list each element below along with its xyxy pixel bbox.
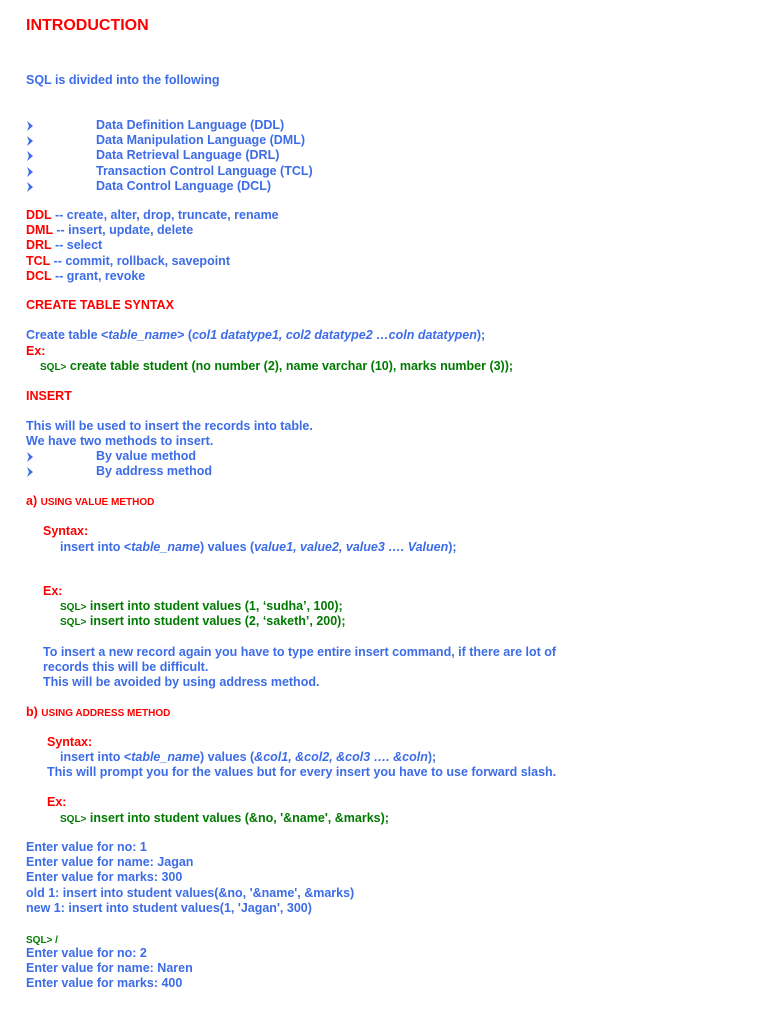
list-item [26, 238, 626, 253]
list-item [26, 148, 626, 163]
page-title: INTRODUCTION [26, 17, 149, 34]
value-example-1: SQL> insert into student values (1, ‘sudha’, 100); [60, 599, 343, 613]
command-key: TCL [26, 253, 51, 268]
value-note-1: To insert a new record again you have to type entire insert command, if there are lot of [43, 645, 557, 659]
address-syntax: insert into <table_name) values (&col1, &col2, &col3 …. &coln); [60, 750, 437, 764]
list-item-label: By address method [96, 464, 213, 479]
value-example-2: SQL> insert into student values (2, ‘saketh’, 200); [60, 614, 346, 628]
arrow-bullet-icon [26, 467, 34, 477]
subheading-value-method: a) USING VALUE METHOD [26, 494, 155, 508]
arrow-bullet-icon [26, 121, 34, 131]
sql-prompt-slash: SQL> / [26, 935, 58, 946]
example-label: Ex: [43, 584, 63, 598]
arrow-bullet-icon [26, 151, 34, 161]
arrow-bullet-icon [26, 136, 34, 146]
console-output-2 [26, 946, 726, 992]
arrow-bullet-icon [26, 452, 34, 462]
list-item-label: Data Retrieval Language (DRL) [96, 148, 280, 163]
sql-prompt: SQL> [60, 602, 87, 613]
list-item-label: Data Definition Language (DDL) [96, 118, 285, 132]
example-label: Ex: [26, 344, 46, 358]
list-item [26, 449, 426, 464]
arrow-bullet-icon [26, 182, 34, 192]
arrow-bullet-icon [26, 167, 34, 177]
list-item [26, 179, 626, 194]
create-syntax: Create table <table_name> (col1 datatype1, col2 datatype2 …coln datatypen); [26, 328, 486, 342]
command-desc: -- select [51, 238, 103, 253]
list-item-label: Transaction Control Language (TCL) [96, 163, 313, 178]
section-heading-create: CREATE TABLE SYNTAX [26, 298, 174, 312]
command-key: DRL [26, 238, 52, 253]
command-key: DDL [26, 208, 52, 222]
example-label: Ex: [47, 795, 67, 809]
list-item-label: By value method [96, 449, 197, 463]
list-item-label: Data Manipulation Language (DML) [96, 133, 306, 148]
console-output-1 [26, 840, 726, 916]
address-example: SQL> insert into student values (&no, '&name', &marks); [60, 811, 389, 825]
method-list [26, 449, 426, 479]
sql-prompt: SQL> [60, 814, 87, 825]
value-syntax: insert into <table_name) values (value1, value2, value3 …. Valuen); [60, 540, 457, 554]
section-heading-insert: INSERT [26, 389, 72, 403]
list-item [26, 223, 626, 238]
address-note: This will prompt you for the values but for every insert you have to use forward slash. [47, 765, 557, 779]
list-item-label: Data Control Language (DCL) [96, 178, 271, 193]
value-note-2: records this will be difficult. [43, 660, 209, 674]
list-item [26, 254, 626, 269]
console-line: new 1: insert into student values(1, 'Jagan', 300) [26, 900, 312, 915]
command-desc: -- commit, rollback, savepoint [50, 253, 230, 268]
intro-text: SQL is divided into the following [26, 73, 220, 87]
command-list [26, 208, 626, 284]
subheading-address-method: b) USING ADDRESS METHOD [26, 705, 171, 719]
list-item [26, 464, 426, 479]
console-line: Enter value for no: 1 [26, 840, 147, 854]
command-desc: -- create, alter, drop, truncate, rename [51, 208, 279, 222]
value-note-3: This will be avoided by using address method. [43, 675, 320, 689]
console-line: Enter value for marks: 300 [26, 870, 183, 885]
list-item [26, 208, 626, 223]
syntax-label: Syntax: [47, 735, 93, 749]
console-line: Enter value for name: Jagan [26, 855, 194, 870]
console-line: Enter value for name: Naren [26, 961, 193, 976]
create-example: SQL> create table student (no number (2), name varchar (10), marks number (3)); [40, 359, 514, 373]
insert-desc-2: We have two methods to insert. [26, 434, 214, 448]
sql-prompt: SQL> [40, 362, 67, 373]
insert-desc-1: This will be used to insert the records into table. [26, 419, 313, 433]
command-key: DCL [26, 268, 52, 283]
list-item [26, 118, 626, 133]
console-line: old 1: insert into student values(&no, '&name', &marks) [26, 885, 355, 900]
command-desc: -- insert, update, delete [52, 223, 194, 238]
console-line: Enter value for marks: 400 [26, 976, 183, 991]
syntax-label: Syntax: [43, 524, 89, 538]
list-item [26, 269, 626, 284]
command-key: DML [26, 223, 53, 238]
console-line: Enter value for no: 2 [26, 946, 147, 960]
sql-prompt: SQL> [60, 617, 87, 628]
list-item [26, 164, 626, 179]
command-desc: -- grant, revoke [51, 268, 146, 283]
language-list [26, 118, 626, 194]
list-item [26, 133, 626, 148]
